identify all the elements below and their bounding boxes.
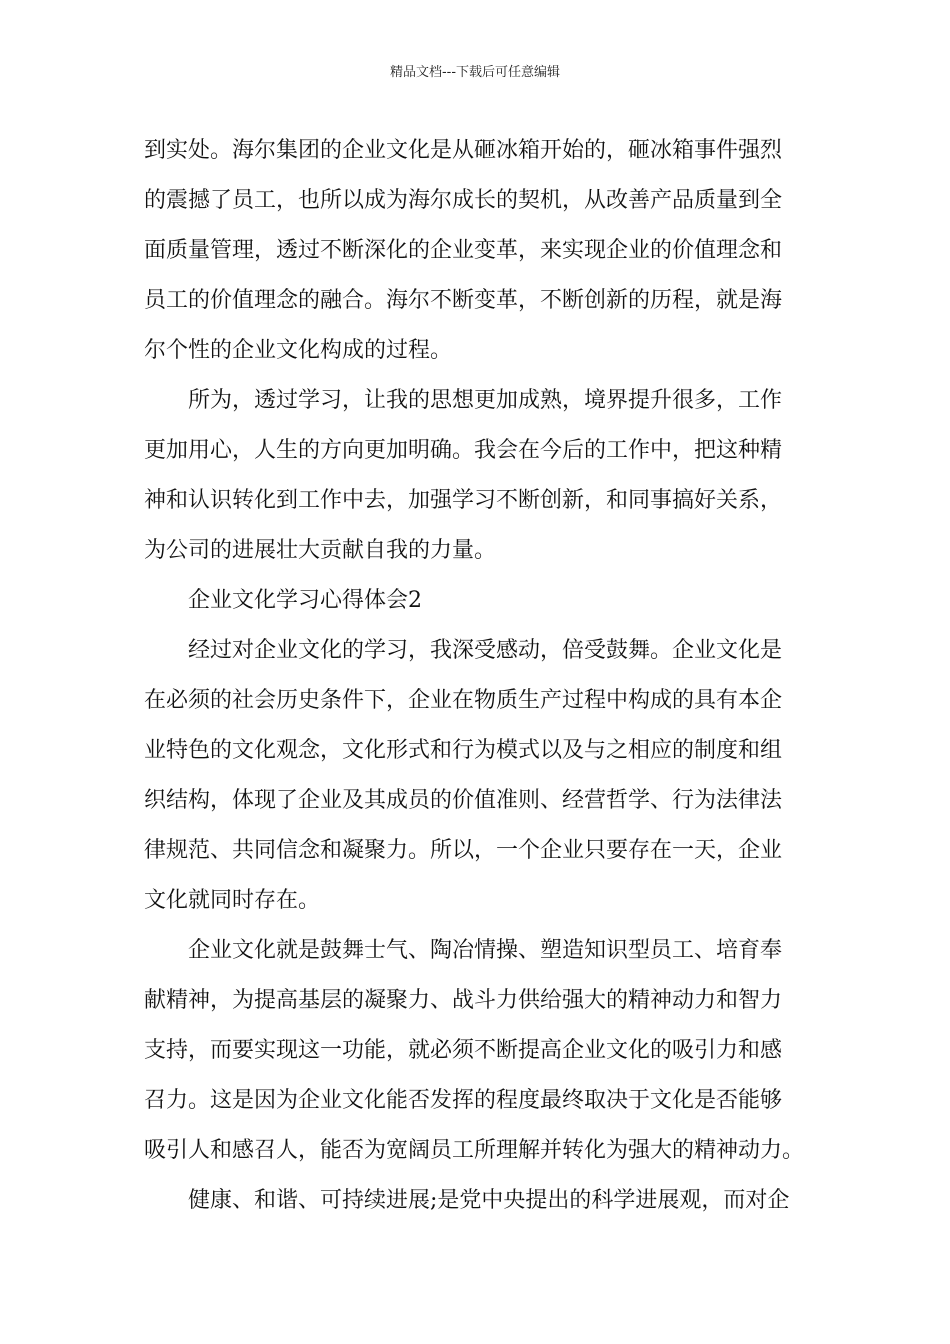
text-line: 更加用心，人生的方向更加明确。我会在今后的工作中，把这种精	[144, 438, 783, 463]
text-line: 献精神，为提高基层的凝聚力、战斗力供给强大的精神动力和智力	[144, 988, 783, 1013]
text-line: 的震撼了员工，也所以成为海尔成长的契机，从改善产品质量到全	[144, 188, 783, 213]
text-line: 神和认识转化到工作中去，加强学习不断创新，和同事搞好关系，	[144, 488, 783, 513]
page-header: 精品文档---下载后可任意编辑	[389, 65, 561, 80]
paragraph-start-line: 健康、和谐、可持续进展;是党中央提出的科学进展观，而对企	[188, 1188, 790, 1213]
text-line: 织结构，体现了企业及其成员的价值准则、经营哲学、行为法律法	[144, 788, 783, 813]
text-line: 业特色的文化观念，文化形式和行为模式以及与之相应的制度和组	[144, 738, 783, 763]
text-line: 尔个性的企业文化构成的过程。	[144, 338, 453, 363]
text-line: 在必须的社会历史条件下，企业在物质生产过程中构成的具有本企	[144, 688, 783, 713]
text-line: 到实处。海尔集团的企业文化是从砸冰箱开始的，砸冰箱事件强烈	[144, 138, 783, 163]
paragraph-start-line: 所为，透过学习，让我的思想更加成熟，境界提升很多，工作	[188, 388, 783, 413]
section-heading: 企业文化学习心得体会2	[188, 588, 422, 613]
document-body	[144, 126, 808, 1226]
text-line: 员工的价值理念的融合。海尔不断变革，不断创新的历程，就是海	[144, 288, 783, 313]
text-line: 为公司的进展壮大贡献自我的力量。	[144, 538, 497, 563]
text-line: 律规范、共同信念和凝聚力。所以，一个企业只要存在一天，企业	[144, 838, 783, 863]
text-line: 支持，而要实现这一功能，就必须不断提高企业文化的吸引力和感	[144, 1038, 783, 1063]
text-line: 文化就同时存在。	[144, 888, 321, 913]
text-line: 吸引人和感召人，能否为宽阔员工所理解并转化为强大的精神动力。	[144, 1138, 805, 1163]
paragraph-start-line: 经过对企业文化的学习，我深受感动，倍受鼓舞。企业文化是	[188, 638, 783, 663]
paragraph-start-line: 企业文化就是鼓舞士气、陶冶情操、塑造知识型员工、培育奉	[188, 938, 783, 963]
text-line: 召力。这是因为企业文化能否发挥的程度最终取决于文化是否能够	[144, 1088, 783, 1113]
text-line: 面质量管理，透过不断深化的企业变革，来实现企业的价值理念和	[144, 238, 783, 263]
